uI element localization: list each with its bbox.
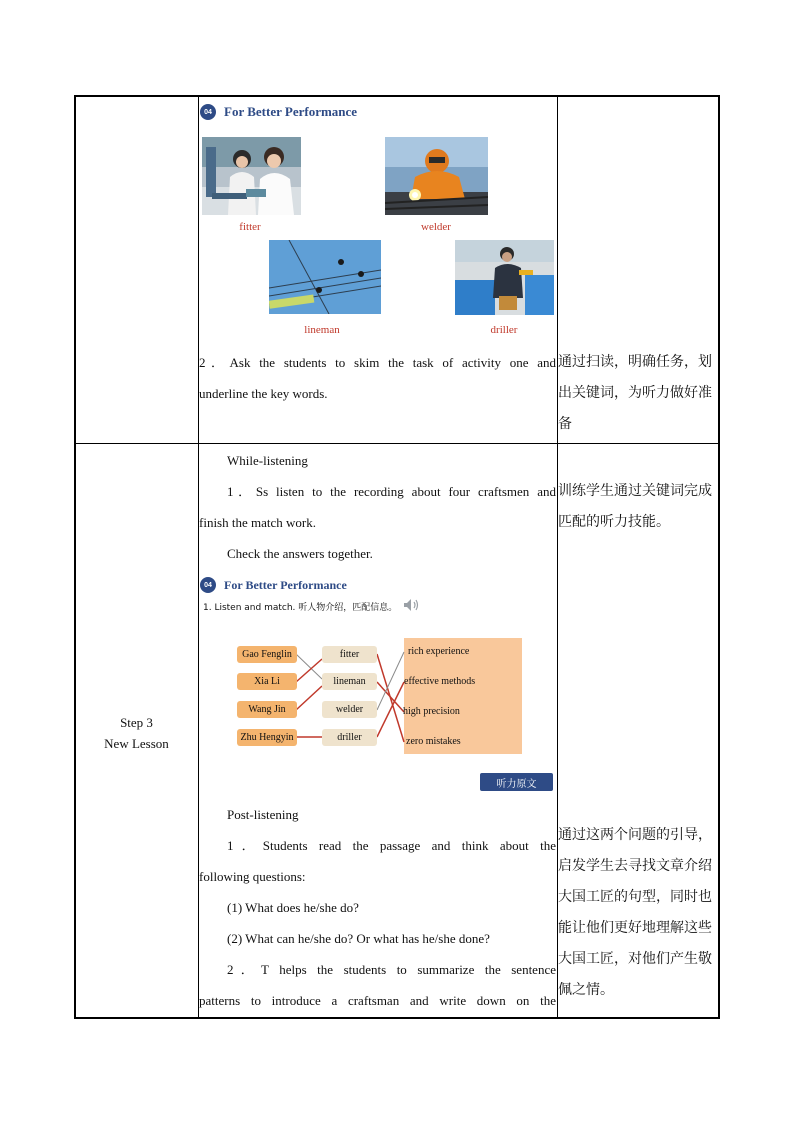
section-badge-2: 04: [200, 577, 216, 593]
name-pill[interactable]: Wang Jin: [237, 701, 297, 718]
name-pill[interactable]: Zhu Hengyin: [237, 729, 297, 746]
post-listening-heading: Post-listening: [227, 807, 299, 822]
purpose-row2b-line: 佩之情。: [558, 982, 614, 998]
purpose-row1-line: 出关键词，为听力做好准: [558, 385, 712, 401]
purpose-row2a-line: 训练学生通过关键词完成: [558, 483, 712, 499]
purpose-row1-line: 通过扫读，明确任务，划: [558, 354, 712, 370]
purpose-row2b: [558, 820, 718, 1006]
job-pill[interactable]: lineman: [322, 673, 377, 690]
transcript-button[interactable]: 听力原文: [480, 773, 553, 791]
step-label-cell: [76, 712, 197, 754]
lineman-photo: [269, 240, 381, 314]
purpose-row2b-line: 大国工匠的句型，同时也: [558, 889, 712, 905]
section-title: For Better Performance: [224, 104, 358, 119]
wl1-line2: finish the match work.: [199, 515, 316, 530]
purpose-row2b-line: 通过这两个问题的引导，: [558, 827, 712, 843]
answer-option[interactable]: effective methods: [404, 676, 476, 687]
fitter-caption: fitter: [239, 221, 261, 233]
driller-photo: [455, 240, 554, 315]
row-divider: [76, 443, 718, 444]
match-instruction: 1. Listen and match. 听人物介绍，匹配信息。: [203, 603, 398, 613]
pl2-line1: 2．T helps the students to summarize the sentence: [227, 962, 556, 977]
pl2-line2: patterns to introduce a craftsman and write down on the: [199, 993, 556, 1008]
job-pill[interactable]: welder: [322, 701, 377, 718]
fitter-photo: [202, 137, 301, 215]
match-instruction-row: [203, 598, 421, 615]
name-pill[interactable]: Xia Li: [237, 673, 297, 690]
purpose-row2b-line: 大国工匠，对他们产生敬: [558, 951, 712, 967]
section-header-2: [200, 577, 347, 593]
activity-2-line2: underline the key words.: [199, 386, 328, 401]
wl1-line1: 1．Ss listen to the recording about four craftsmen and: [227, 484, 556, 499]
answer-option[interactable]: high precision: [403, 706, 460, 717]
pl1-line1: 1．Students read the passage and think about the: [227, 838, 556, 853]
lesson-label: New Lesson: [104, 736, 169, 751]
welder-photo: [385, 137, 488, 215]
answer-option[interactable]: zero mistakes: [406, 736, 461, 747]
purpose-row1: [558, 347, 718, 440]
check-answers: Check the answers together.: [227, 546, 373, 561]
step-label: Step 3: [120, 715, 153, 730]
job-pill[interactable]: fitter: [322, 646, 377, 663]
section-badge: 04: [200, 104, 216, 120]
while-listening-heading: While-listening: [227, 453, 308, 468]
purpose-row2a: [558, 476, 718, 538]
answer-option[interactable]: rich experience: [408, 646, 470, 657]
name-pill[interactable]: Gao Fenglin: [237, 646, 297, 663]
lineman-caption: lineman: [304, 324, 340, 336]
job-pill[interactable]: driller: [322, 729, 377, 746]
question-2: (2) What can he/she do? Or what has he/she done?: [227, 931, 490, 946]
welder-caption: welder: [421, 221, 451, 233]
purpose-row2b-line: 能让他们更好地理解这些: [558, 920, 712, 936]
purpose-row2a-line: 匹配的听力技能。: [558, 514, 670, 530]
activity-2-line1: 2．Ask the students to skim the task of activity one and: [199, 355, 556, 370]
section-title-2: For Better Performance: [224, 577, 347, 592]
question-1: (1) What does he/she do?: [227, 900, 359, 915]
speaker-icon[interactable]: [403, 598, 421, 615]
pl1-line2: following questions:: [199, 869, 306, 884]
driller-caption: driller: [490, 324, 518, 336]
purpose-row1-line: 备: [558, 416, 572, 432]
purpose-row2b-line: 启发学生去寻找文章介绍: [558, 858, 712, 874]
section-header: [200, 104, 357, 120]
